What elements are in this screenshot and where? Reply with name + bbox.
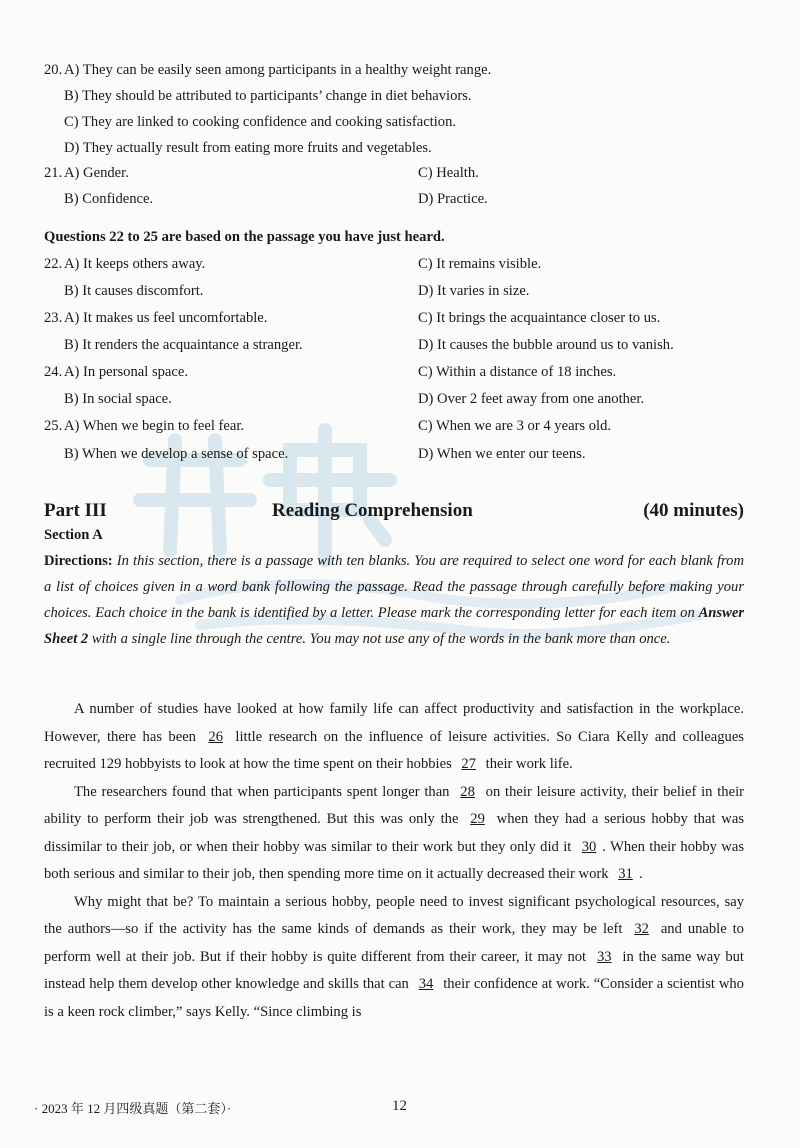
directions-label: Directions: (44, 553, 113, 569)
passage-text: . When their hobby was both serious and similar to their job, then spending more time on it actually decreased their work (44, 838, 744, 882)
passage-text: Why might that be? To maintain a serious hobby, people need to invest significant psychological resources, say the authors—so if the activity has the same kinds of demands as their work, they may be left (44, 893, 744, 937)
section-heading: Questions 22 to 25 are based on the passage you have just heard. (44, 229, 445, 245)
paragraph (44, 696, 744, 779)
option-b: B) In social space. (64, 391, 172, 407)
part-heading (44, 500, 744, 526)
option-b: B) They should be attributed to participants’ change in diet behaviors. (64, 88, 472, 104)
reading-passage (44, 696, 744, 1026)
paragraph (44, 779, 744, 889)
answer-sheet-ref: Answer Sheet 2 (44, 605, 744, 647)
option-b: B) Confidence. (64, 191, 154, 207)
page-number: 12 (392, 1098, 407, 1114)
option-b: B) When we develop a sense of space. (64, 446, 289, 462)
blank-31: 31 (618, 866, 633, 882)
question-number: 21. (44, 165, 63, 181)
option-c: C) Within a distance of 18 inches. (418, 364, 617, 380)
option-d: D) When we enter our teens. (418, 446, 586, 462)
option-a: A) It makes us feel uncomfortable. (64, 310, 268, 326)
question-number: 20. (44, 62, 63, 78)
paragraph (44, 889, 744, 1027)
option-c: C) Health. (418, 165, 479, 181)
question-number: 25. (44, 418, 63, 434)
part-time: (40 minutes) (643, 500, 744, 521)
directions (44, 548, 744, 652)
part-title: Reading Comprehension (272, 500, 473, 521)
passage-text: and unable to perform well at their job. But if their hobby is quite different from their career, it may not (44, 921, 744, 965)
passage-text: their work life. (485, 756, 573, 772)
option-a: A) It keeps others away. (64, 256, 206, 272)
option-d: D) It varies in size. (418, 283, 530, 299)
passage-text: their confidence at work. “Consider a scientist who is a keen rock climber,” says Kelly. “Since climbing is (44, 976, 744, 1020)
option-b: B) It causes discomfort. (64, 283, 204, 299)
option-d: D) Practice. (418, 191, 488, 207)
blank-28: 28 (460, 783, 475, 800)
option-a: A) When we begin to feel fear. (64, 418, 245, 434)
directions-text-end: with a single line through the centre. You may not use any of the words in the bank more than once. (91, 631, 671, 647)
passage-text: on their leisure activity, their belief in their ability to perform their job was strengthened. But this was only the (44, 783, 744, 827)
passage-text: The researchers found that when participants spent longer than (74, 783, 450, 800)
question-number: 24. (44, 364, 63, 380)
option-c: C) They are linked to cooking confidence and cooking satisfaction. (64, 114, 457, 130)
option-c: C) When we are 3 or 4 years old. (418, 418, 612, 434)
blank-29: 29 (470, 811, 485, 827)
blank-30: 30 (581, 838, 597, 855)
blank-27: 27 (461, 756, 476, 772)
blank-32: 32 (634, 921, 649, 937)
part-label: Part III (44, 500, 107, 521)
option-c: C) It brings the acquaintance closer to us. (418, 310, 661, 326)
section-label: Section A (44, 527, 103, 543)
blank-34: 34 (418, 976, 434, 992)
question-number: 23. (44, 310, 63, 326)
passage-text: A number of studies have looked at how family life can affect productivity and satisfaction in the workplace. However, there has been (44, 701, 744, 745)
option-d: D) They actually result from eating more fruits and vegetables. (64, 140, 432, 156)
option-d: D) Over 2 feet away from one another. (418, 391, 645, 407)
option-a: A) In personal space. (64, 364, 188, 380)
blank-33: 33 (596, 948, 612, 965)
option-b: B) It renders the acquaintance a stranger. (64, 337, 303, 353)
passage-text: little research on the influence of leisure activities. So Ciara Kelly and colleagues recruited 129 hobbyists to look at how the time spent on their hobbies (44, 728, 744, 772)
passage-text: in the same way but instead help them develop other knowledge and skills that can (44, 948, 744, 992)
footer-exam-name: · 2023 年 12 月四级真题（第二套）· (34, 1101, 232, 1116)
passage-text: . (638, 866, 643, 882)
blank-26: 26 (208, 728, 223, 745)
option-d: D) It causes the bubble around us to vanish. (418, 337, 674, 353)
option-a: A) Gender. (64, 165, 129, 181)
option-c: C) It remains visible. (418, 256, 542, 272)
directions-text: In this section, there is a passage with ten blanks. You are required to select one word for each blank from a list of choices given in a word bank following the passage. Read the passage through carefully before making your choices. Each choice in the bank is identified by a letter. Please mark the corresponding letter for each item on (44, 553, 745, 621)
passage-text: when they had a serious hobby that was dissimilar to their job, or when their hobby was similar to their work but they only did it (44, 811, 745, 855)
question-number: 22. (44, 256, 63, 272)
option-a: A) They can be easily seen among participants in a healthy weight range. (64, 62, 492, 78)
